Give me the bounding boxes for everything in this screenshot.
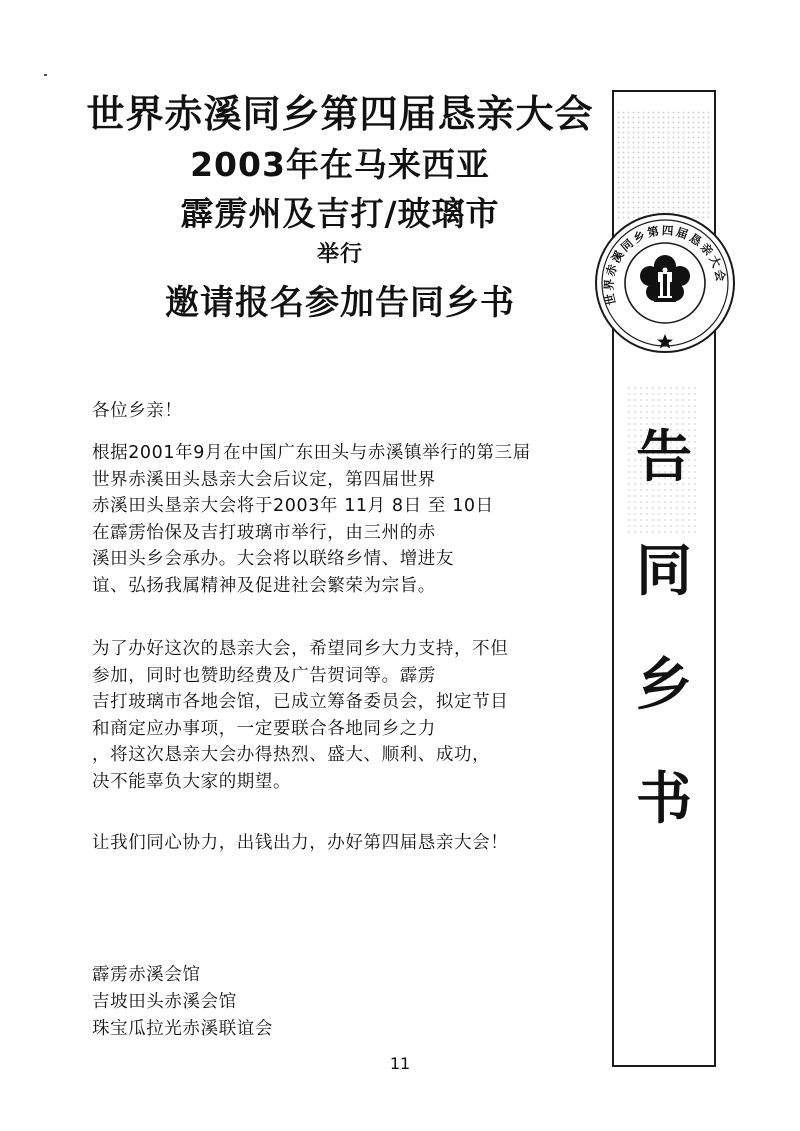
paragraph-line: 吉打玻璃市各地会馆，已成立筹备委员会，拟定节目 — [92, 692, 509, 712]
paragraph-line: 为了办好这次的恳亲大会，希望同乡大力支持，不但 — [92, 639, 509, 659]
title-line-1: 世界赤溪同乡第四届恳亲大会 — [86, 92, 594, 136]
scan-noise — [616, 110, 712, 220]
vertical-title-char: 告 — [636, 424, 692, 490]
paragraph-1 — [92, 440, 592, 599]
paragraph-line: 世界赤溪田头恳亲大会后议定，第四届世界 — [92, 469, 436, 490]
organization-list — [92, 962, 592, 1043]
paragraph-line: 和商定应办事项，一定要联合各地同乡之力 — [92, 718, 436, 739]
title-line-5: 邀请报名参加告同乡书 — [165, 283, 515, 323]
closing-line: 让我们同心协力，出钱出力，办好第四届恳亲大会！ — [92, 833, 509, 853]
paragraph-line: 根据2001年9月在中国广东田头与赤溪镇举行的第三届 — [92, 443, 531, 463]
title-block — [70, 88, 610, 330]
paragraph-line: 赤溪田头垦亲大会将于2003年 11月 8日 至 10日 — [92, 496, 494, 516]
organization-name: 霹雳赤溪会馆 — [92, 965, 201, 985]
vertical-title-char: 同 — [636, 538, 692, 604]
paragraph-line: 谊、弘扬我属精神及促进社会繁荣为宗旨。 — [92, 575, 436, 596]
salutation: 各位乡亲！ — [92, 401, 183, 421]
organization-name: 吉坡田头赤溪会馆 — [92, 992, 237, 1012]
paragraph-2 — [92, 636, 592, 795]
vertical-title — [612, 412, 716, 868]
title-line-3: 霹雳州及吉打/玻璃市 — [180, 194, 500, 233]
seal-text: 世界赤溪同乡第四届恳亲大会 — [601, 223, 729, 307]
scan-speck — [44, 74, 47, 76]
seal-emblem — [594, 212, 736, 354]
vertical-title-char: 乡 — [636, 652, 692, 718]
vertical-title-char: 书 — [636, 766, 692, 832]
paragraph-line: 参加，同时也赞助经费及广告贺词等。霹雳 — [92, 665, 436, 686]
title-line-4: 举行 — [316, 242, 363, 267]
paragraph-line: 在霹雳怡保及吉打玻璃市举行，由三州的赤 — [92, 522, 436, 543]
paragraph-line: 决不能辜负大家的期望。 — [92, 771, 292, 792]
organization-name: 珠宝瓜拉光赤溪联谊会 — [92, 1019, 273, 1039]
title-line-2: 2003年在马来西亚 — [190, 145, 490, 184]
paragraph-line: 溪田头乡会承办。大会将以联络乡情、增进友 — [92, 549, 454, 569]
paragraph-line: ，将这次恳亲大会办得热烈、盛大、顺利、成功， — [92, 745, 491, 765]
page-number: 11 — [389, 1054, 411, 1073]
